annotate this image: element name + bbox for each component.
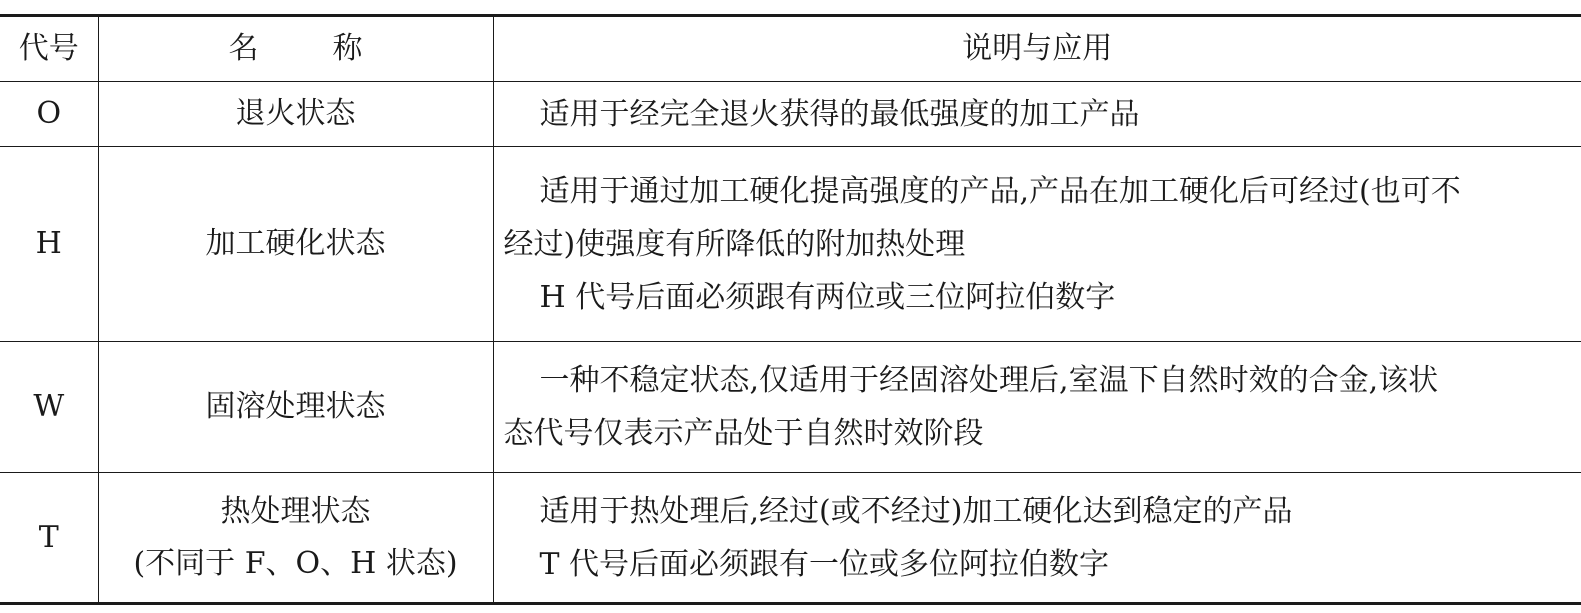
description-line: 一种不稳定状态,仅适用于经固溶处理后,室温下自然时效的合金,该状 [539,363,1439,398]
description-line: 适用于热处理后,经过(或不经过)加工硬化达到稳定的产品 [539,493,1293,529]
description-cell [493,82,1581,147]
code-cell: T [38,519,59,555]
header-row [0,16,1581,82]
description-line: 适用于经完全退火获得的最低强度的加工产品 [539,96,1140,132]
header-name-left: 名 [228,31,259,66]
name-text: 热处理状态 [220,493,371,529]
header-description: 说明与应用 [493,16,1581,82]
temper-designation-table-container [0,14,1581,605]
name-text: 退火状态 [235,96,356,131]
name-cell [98,342,493,473]
name-text: 固溶处理状态 [205,389,386,424]
header-code: 代号 [0,16,98,82]
table-row-h [0,147,1581,342]
description-cell [493,342,1581,473]
name-subtext: (不同于 F、O、H 状态) [133,545,458,581]
table-row-o [0,82,1581,147]
name-cell [98,473,493,604]
code-cell: W [0,342,98,473]
description-line: T 代号后面必须跟有一位或多位阿拉伯数字 [539,546,1110,582]
description-line: H 代号后面必须跟有两位或三位阿拉伯数字 [539,279,1116,315]
header-name-right: 称 [332,31,363,66]
name-cell [98,82,493,147]
temper-designation-table [0,14,1581,605]
header-name [98,16,493,82]
code-cell: H [0,147,98,342]
description-cell [493,147,1581,342]
name-text: 加工硬化状态 [205,226,386,261]
description-cell [493,473,1581,604]
description-line: 适用于通过加工硬化提高强度的产品,产品在加工硬化后可经过(也可不 [539,173,1461,209]
table-row-t [0,473,1581,604]
description-line: 态代号仅表示产品处于自然时效阶段 [503,416,984,451]
description-line: 经过)使强度有所降低的附加热处理 [503,226,966,262]
code-cell: O [0,82,98,147]
name-cell [98,147,493,342]
table-row-w [0,342,1581,473]
